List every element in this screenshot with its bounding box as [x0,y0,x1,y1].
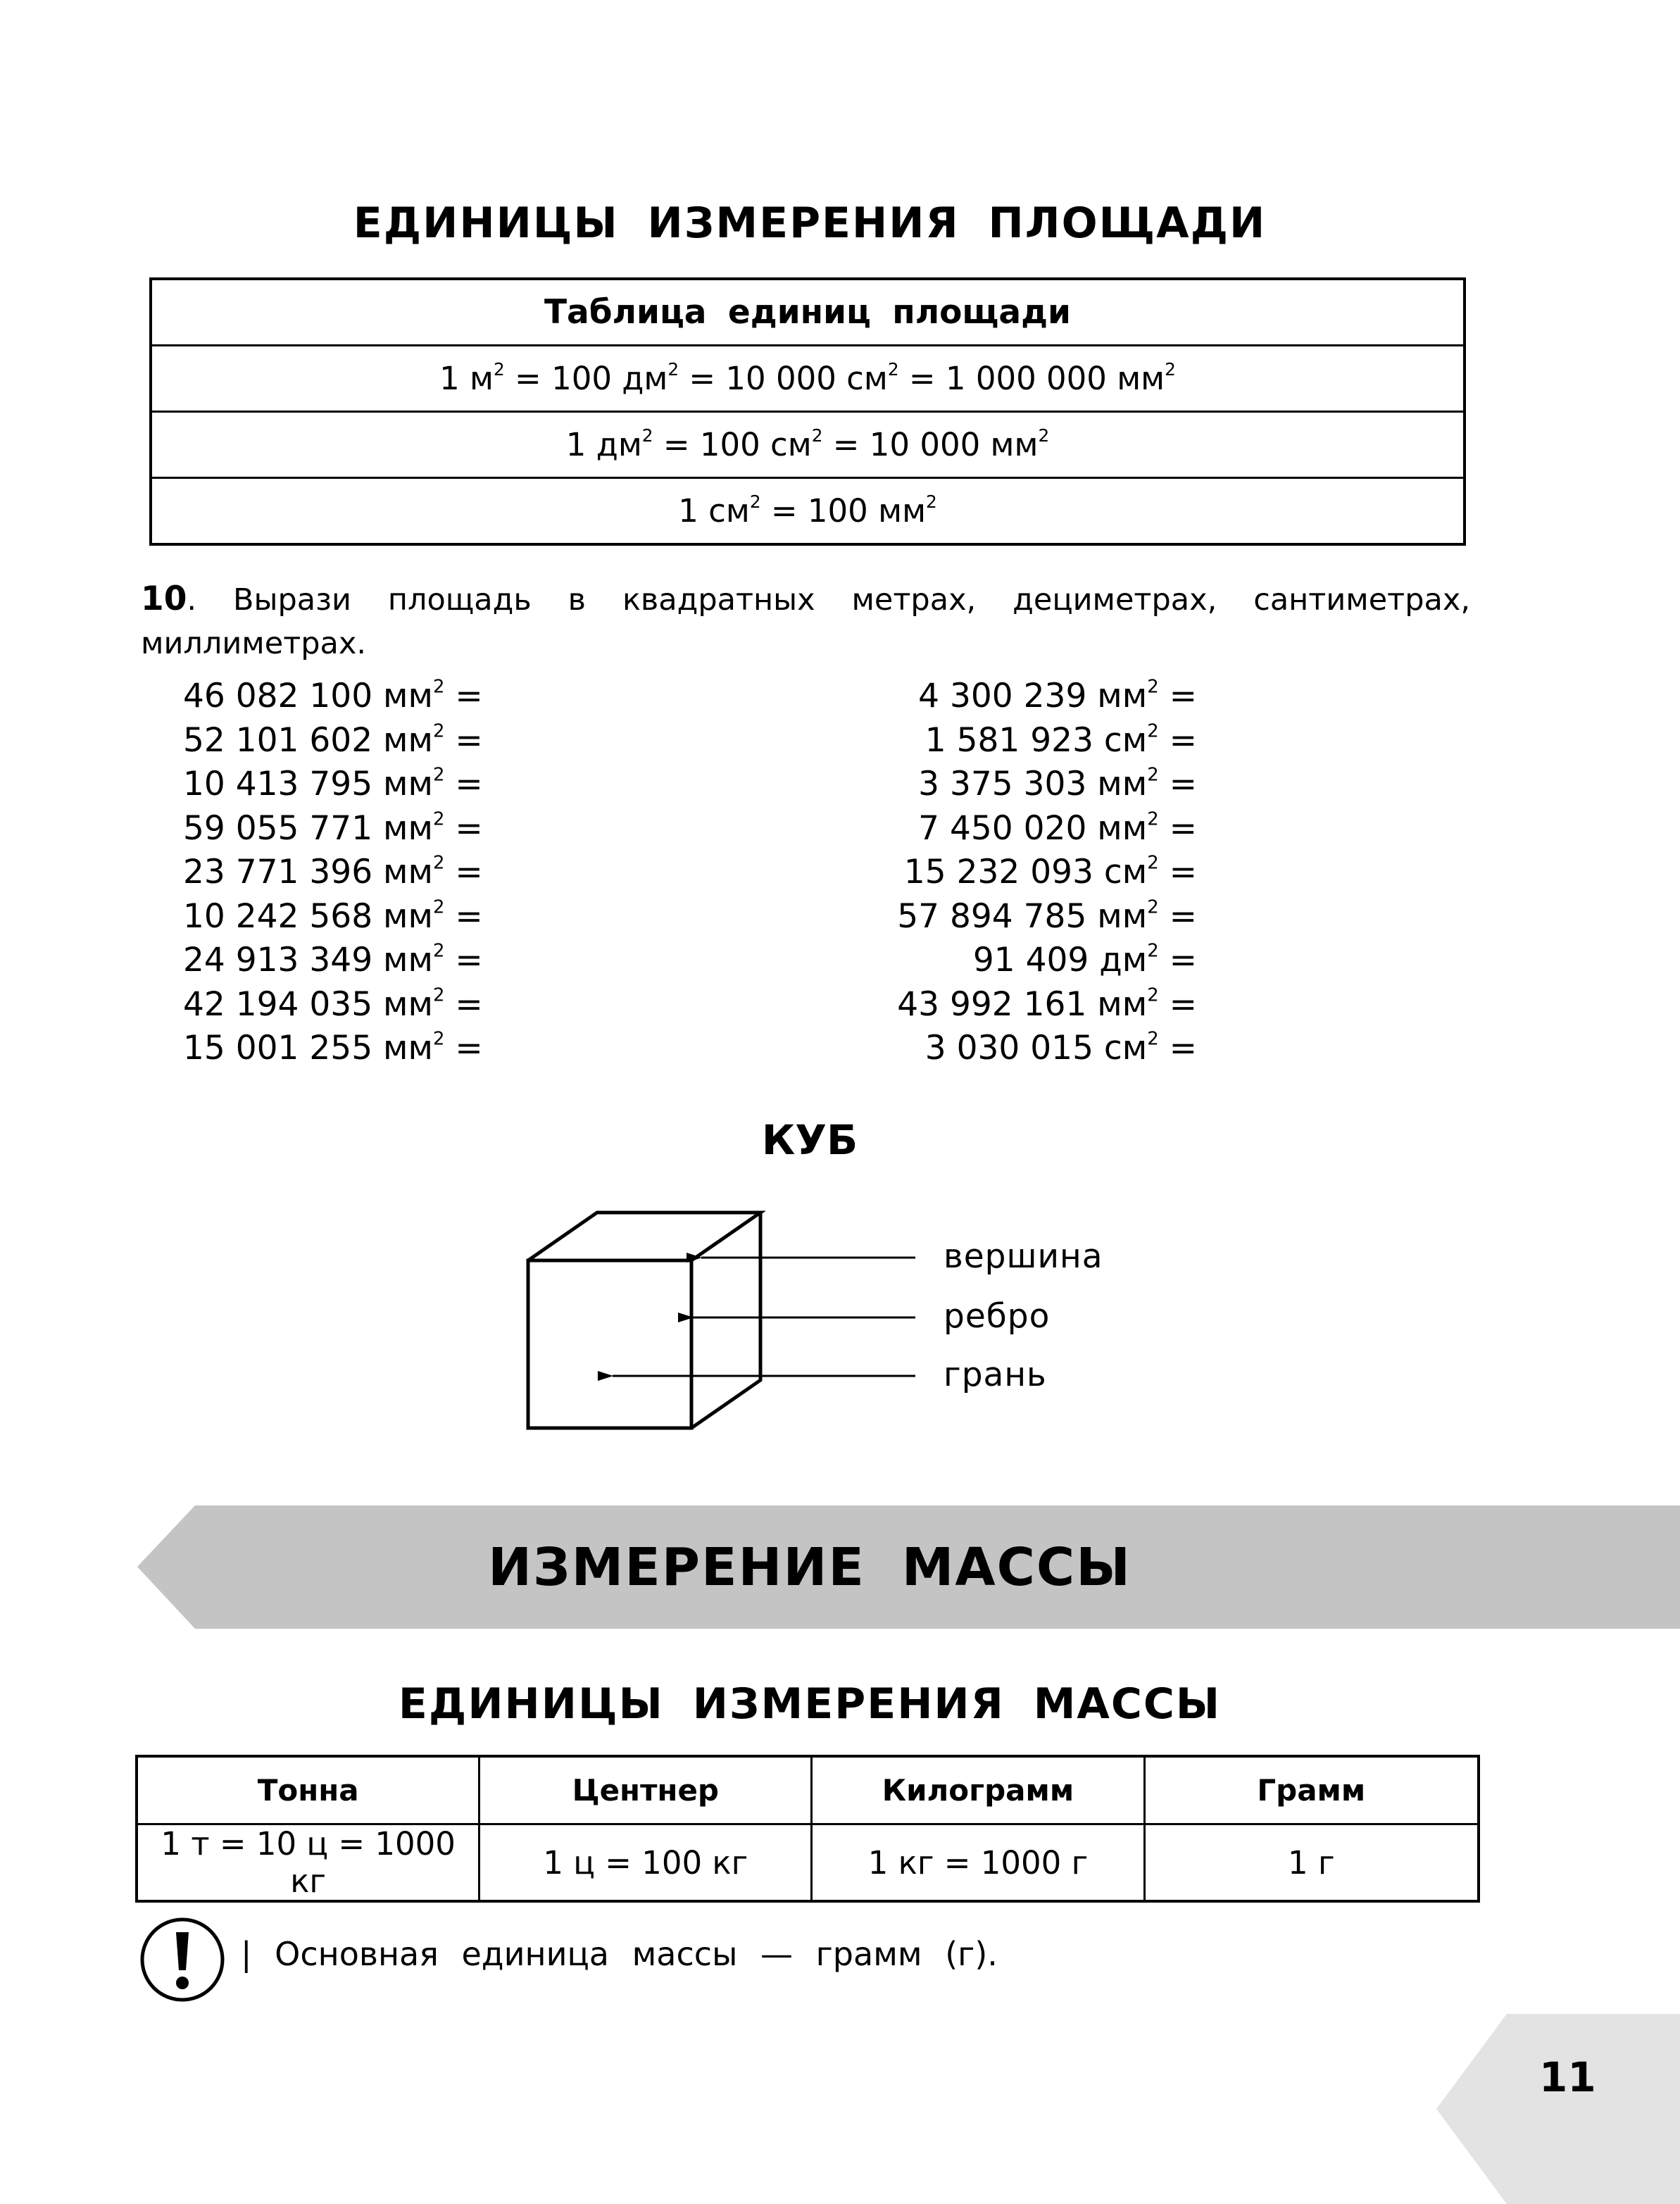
mass-value-ton: 1 т = 10 ц = 1000 кг [137,1824,479,1902]
area-units-table [149,277,1466,546]
cube-pointers [613,1258,915,1376]
area-table-row-2: 1 $дм^2 = 100$ $см^2 = 10$ 000 $мм^2$ [151,412,1465,478]
exercise-item: 10 242 568 $мм^2$ = [183,896,483,936]
exercise-item: 4 300 239 $мм^2$ = [918,676,1197,715]
mass-value-centner: 1 ц = 100 кг [479,1824,812,1902]
face-label: грань [944,1355,1047,1394]
page-number-tab [1436,2014,1680,2204]
area-units-title: ЕДИНИЦЫ ИЗМЕРЕНИЯ ПЛОЩАДИ [353,199,1267,248]
exercise-item: 23 771 396 $мм^2$ = [183,852,483,891]
area-table-row-3: 1 $см^2 = 100$ $мм^2$ [151,478,1465,545]
cube-top-face [528,1213,760,1260]
edge-label: ребро [944,1297,1051,1336]
mass-units-title: ЕДИНИЦЫ ИЗМЕРЕНИЯ МАССЫ [398,1679,1222,1729]
task-10-text [141,577,1470,665]
exercise-item: 1 581 923 $см^2$ = [924,720,1197,760]
exercise-item: 10 413 795 $мм^2$ = [183,764,483,803]
mass-value-gram: 1 г [1144,1824,1479,1902]
note-text: | Основная единица массы — грамм (г). [241,1935,998,1973]
mass-header-centner: Центнер [479,1756,812,1824]
exclamation-icon [139,1917,225,2003]
exercise-item: 42 194 035 $мм^2$ = [183,984,483,1024]
exercise-item: 7 450 020 $мм^2$ = [918,808,1197,848]
exercise-column-left [183,675,676,1071]
exercise-item: 52 101 602 $мм^2$ = [183,720,483,760]
cube-diagram [479,1190,1155,1444]
mass-section-heading: ИЗМЕРЕНИЕ МАССЫ [488,1537,1132,1598]
cube-shape [528,1213,760,1428]
exercise-column-right [704,675,1197,1071]
exercise-item: 3 375 303 $мм^2$ = [918,764,1197,803]
task-number: 10 [141,580,187,618]
task-instruction: . Вырази площадь в квадратных метрах, дециметрах, сантиметрах, миллиметрах. [141,582,1470,661]
exercise-item: 91 409 $дм^2$ = [972,940,1197,979]
cube-front-face [528,1260,691,1428]
exercise-item: 43 992 161 $мм^2$ = [897,984,1197,1024]
vertex-label: вершина [944,1237,1103,1276]
exercise-item: 15 232 093 $см^2$ = [903,852,1197,891]
mass-value-kilogram: 1 кг = 1000 г [812,1824,1144,1902]
mass-header-gram: Грамм [1144,1756,1479,1824]
exercise-item: 24 913 349 $мм^2$ = [183,940,483,979]
exercise-item: 59 055 771 $мм^2$ = [183,808,483,848]
exercise-item: 46 082 100 $мм^2$ = [183,676,483,715]
exercise-item: 57 894 785 $мм^2$ = [897,896,1197,936]
exercise-item: 3 030 015 $см^2$ = [924,1028,1197,1067]
page-number: 11 [1539,2053,1596,2101]
cube-side-face [691,1213,760,1428]
area-table-header: Таблица единиц площади [151,279,1465,346]
mass-header-kilogram: Килограмм [812,1756,1144,1824]
mass-header-ton: Тонна [137,1756,479,1824]
cube-title: КУБ [761,1116,858,1164]
mass-units-table [135,1755,1480,1903]
exercise-item: 15 001 255 $мм^2$ = [183,1028,483,1067]
area-table-row-1: 1 $м^2 = 100$ $дм^2 = 10$ 000 $см^2 = 1$ 000 000 $мм^2$ [151,346,1465,412]
